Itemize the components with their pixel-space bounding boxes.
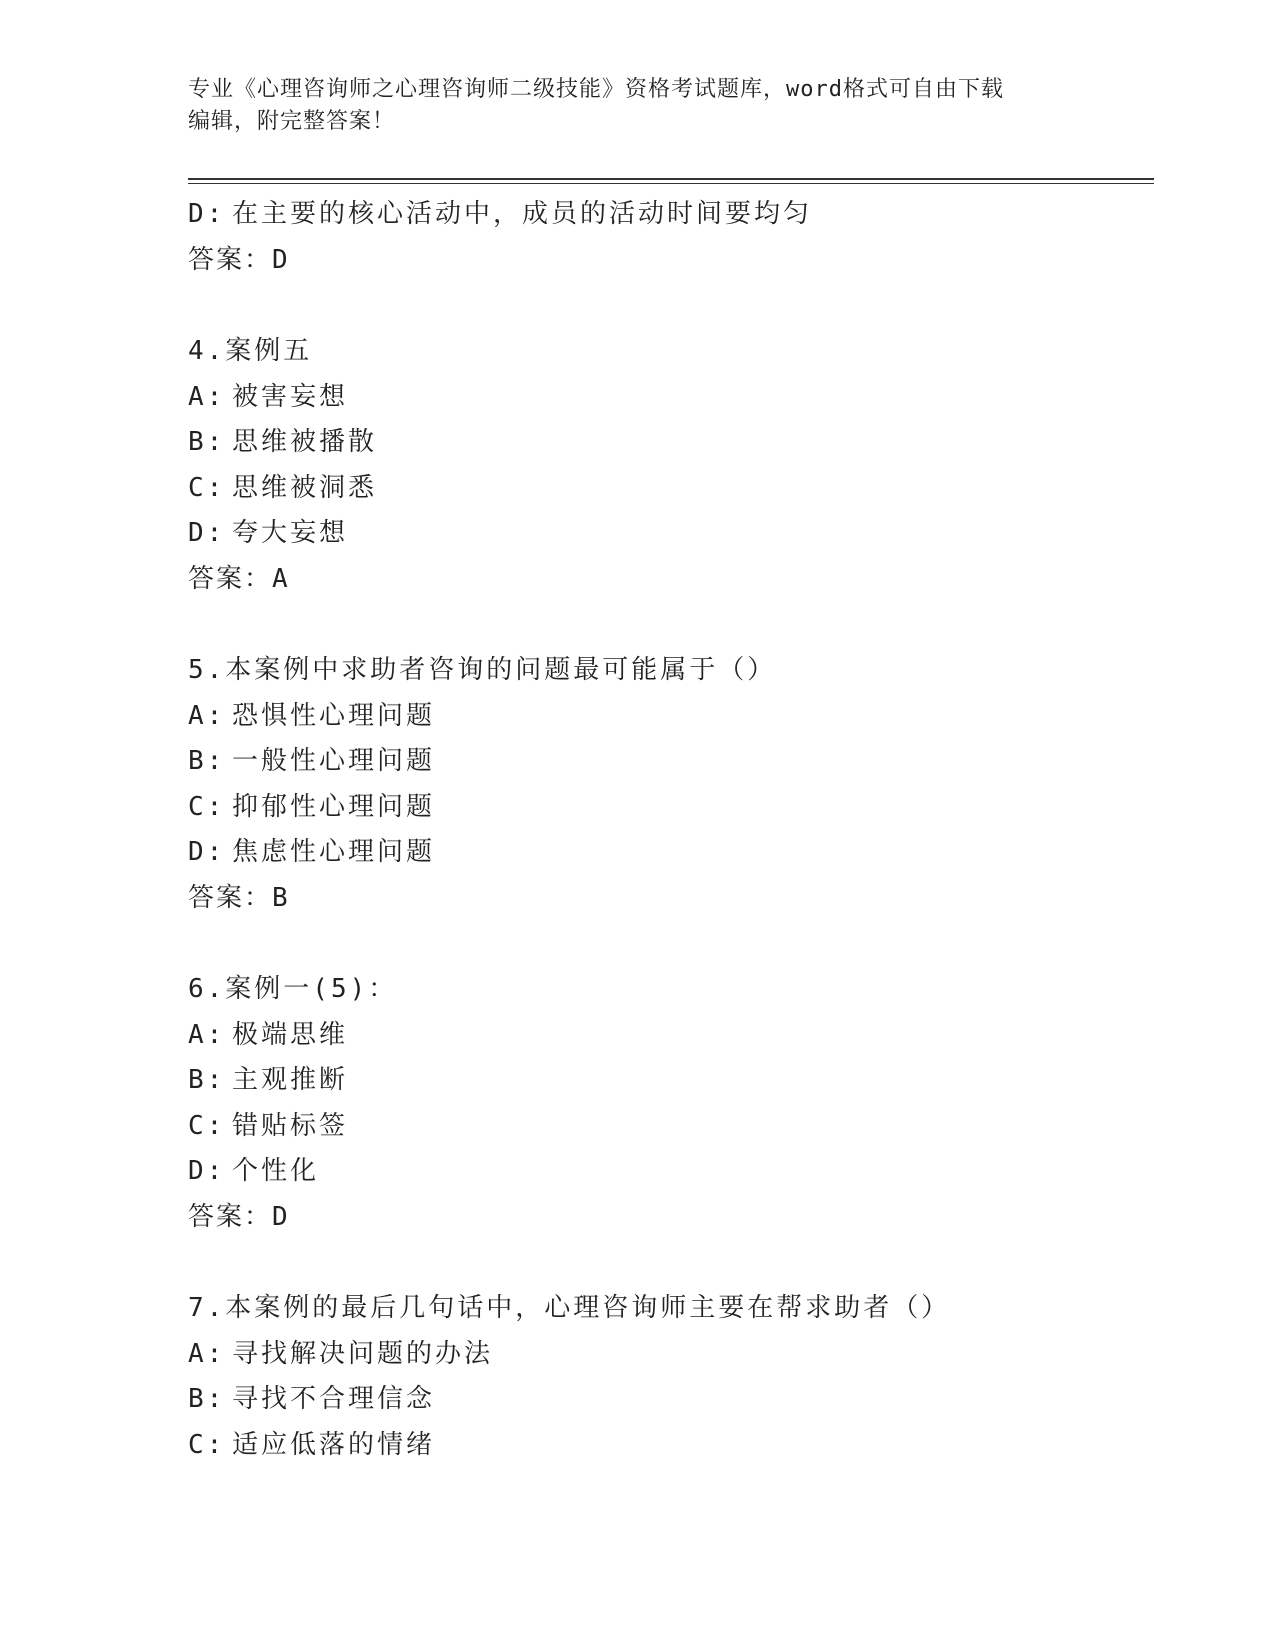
option-b — [188, 420, 1148, 466]
option-label: D: — [188, 518, 226, 548]
answer-value: B — [272, 882, 288, 913]
answer-line — [188, 238, 1148, 284]
option-text: 抑郁性心理问题 — [232, 791, 436, 822]
question-stem: 7.本案例的最后几句话中，心理咨询师主要在帮求助者（） — [188, 1293, 951, 1323]
option-a — [188, 375, 1148, 421]
spacer — [188, 1240, 1148, 1286]
option-a — [188, 1013, 1148, 1059]
option-label: A: — [188, 1338, 226, 1369]
answer-label: 答案： — [188, 1201, 273, 1232]
option-d — [188, 1149, 1148, 1195]
option-text: 被害妄想 — [232, 381, 349, 412]
option-label: A: — [188, 1019, 226, 1050]
answer-line — [188, 1195, 1148, 1241]
option-text: 一般性心理问题 — [232, 746, 436, 776]
option-a — [188, 1332, 1148, 1378]
option-text: 恐惧性心理问题 — [232, 700, 436, 731]
answer-label: 答案： — [188, 563, 273, 594]
option-c — [188, 785, 1148, 831]
header-line-2: 编辑，附完整答案！ — [188, 109, 396, 134]
option-text: 寻找解决问题的办法 — [232, 1338, 494, 1369]
answer-line — [188, 557, 1148, 603]
answer-line — [188, 876, 1148, 922]
document-header — [188, 74, 1068, 138]
option-label: C: — [188, 1110, 226, 1141]
answer-value: D — [272, 1201, 288, 1232]
answer-label: 答案： — [188, 882, 273, 913]
option-label: D: — [188, 199, 226, 229]
header-divider-thin — [188, 183, 1154, 184]
spacer — [188, 921, 1148, 967]
option-label: C: — [188, 472, 226, 503]
option-label: B: — [188, 1065, 226, 1095]
option-d — [188, 192, 1148, 238]
option-c — [188, 1423, 1148, 1469]
header-divider-thick — [188, 178, 1154, 180]
option-label: A: — [188, 381, 226, 412]
option-c — [188, 1104, 1148, 1150]
option-text: 主观推断 — [232, 1065, 349, 1095]
option-text: 焦虑性心理问题 — [232, 837, 436, 867]
option-text: 在主要的核心活动中，成员的活动时间要均匀 — [232, 199, 813, 229]
answer-value: D — [272, 244, 288, 275]
question-stem: 4.案例五 — [188, 336, 313, 366]
answer-value: A — [272, 563, 288, 594]
option-text: 错贴标签 — [232, 1110, 349, 1141]
option-label: B: — [188, 427, 226, 457]
option-label: D: — [188, 837, 226, 867]
option-label: B: — [188, 1384, 226, 1414]
answer-label: 答案： — [188, 244, 273, 275]
option-text: 思维被洞悉 — [232, 472, 378, 503]
question-stem: 6.案例一(5)： — [188, 974, 398, 1004]
option-text: 个性化 — [232, 1156, 320, 1186]
option-label: B: — [188, 746, 226, 776]
option-label: C: — [188, 791, 226, 822]
option-d — [188, 511, 1148, 557]
option-label: D: — [188, 1156, 226, 1186]
option-text: 夸大妄想 — [232, 518, 349, 548]
spacer — [188, 602, 1148, 648]
option-d — [188, 830, 1148, 876]
option-text: 适应低落的情绪 — [232, 1429, 436, 1460]
option-label: A: — [188, 700, 226, 731]
spacer — [188, 283, 1148, 329]
question-stem: 5.本案例中求助者咨询的问题最可能属于（） — [188, 655, 777, 685]
option-text: 寻找不合理信念 — [232, 1384, 436, 1414]
option-b — [188, 739, 1148, 785]
option-a — [188, 694, 1148, 740]
question-list — [188, 192, 1148, 1468]
header-line-1: 专业《心理咨询师之心理咨询师二级技能》资格考试题库，word格式可自由下载 — [188, 77, 1004, 102]
option-label: C: — [188, 1429, 226, 1460]
option-text: 思维被播散 — [232, 427, 378, 457]
option-c — [188, 466, 1148, 512]
option-b — [188, 1058, 1148, 1104]
option-text: 极端思维 — [232, 1019, 349, 1050]
option-b — [188, 1377, 1148, 1423]
